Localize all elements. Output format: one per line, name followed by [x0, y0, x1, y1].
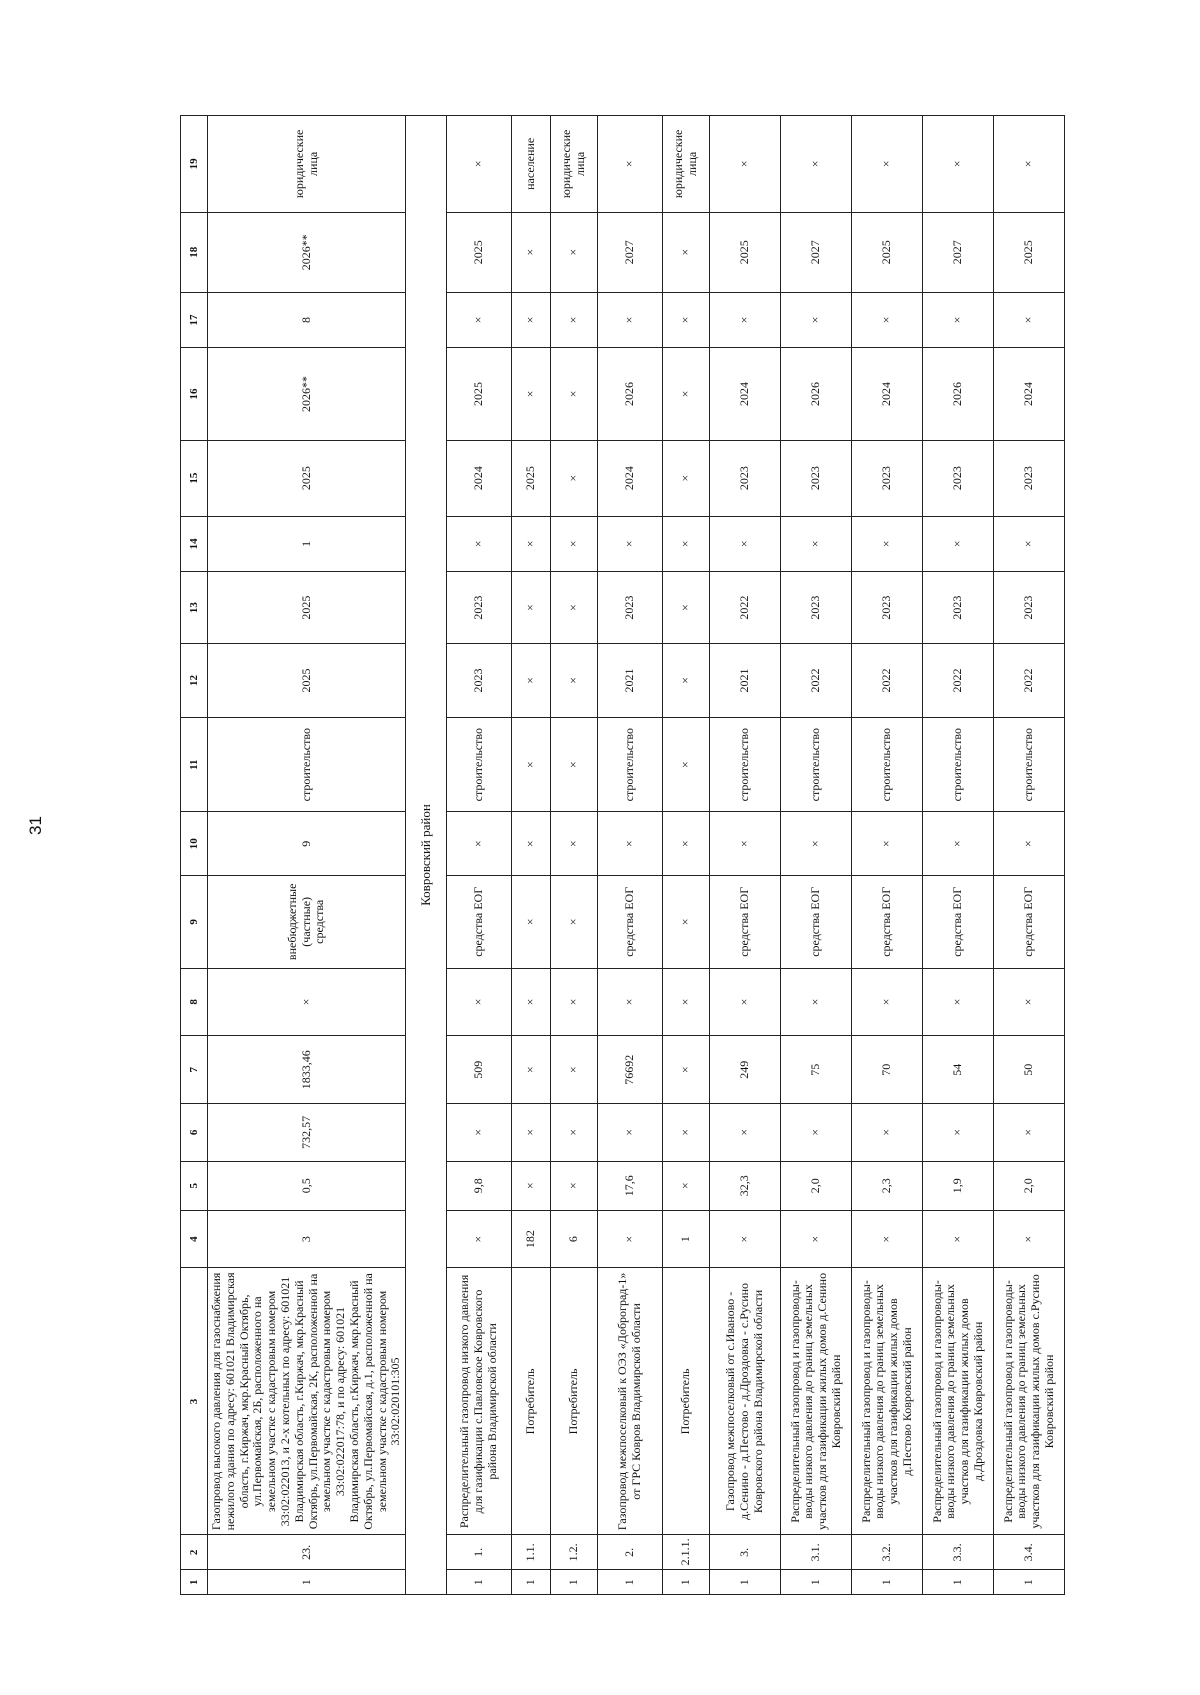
- cell-col-8: ×: [781, 968, 852, 1036]
- cell-year-build-start: ×: [551, 440, 598, 516]
- cell-col-8: ×: [512, 968, 551, 1036]
- cell-consumer-type: ×: [598, 116, 663, 213]
- cell-row-marker: 1: [710, 1570, 781, 1595]
- column-number: 17: [181, 292, 208, 347]
- cell-row-marker: 1: [923, 1570, 994, 1595]
- cell-funding-source: ×: [512, 876, 551, 968]
- cell-year-design: 2022: [710, 572, 781, 644]
- cell-cost: ×: [512, 1036, 551, 1104]
- cell-year-design: ×: [551, 572, 598, 644]
- cell-funding-source: ×: [663, 876, 710, 968]
- gasification-registry-table: [180, 115, 1065, 1595]
- table-row: [663, 116, 710, 1595]
- cell-year-build-start: ×: [663, 440, 710, 516]
- cell-capacity: ×: [598, 1104, 663, 1162]
- cell-year-commission: ×: [551, 212, 598, 292]
- cell-work-type: строительство: [710, 717, 781, 811]
- column-number: 2: [181, 1535, 208, 1570]
- cell-length-km: 1,9: [923, 1161, 994, 1210]
- cell-funding-source: средства ЕОГ: [598, 876, 663, 968]
- cell-col-8: ×: [852, 968, 923, 1036]
- cell-col-14: ×: [994, 516, 1065, 571]
- cell-year-build-end: 2026: [781, 348, 852, 440]
- cell-col-14: 1: [208, 516, 406, 571]
- cell-funding-source: ×: [551, 876, 598, 968]
- cell-object-name: Распределительный газопровод и газопроводы-вводы низкого давления до границ земельных участков для газификации жилых домов д.Дроздовка Ковровский район: [923, 1268, 994, 1535]
- cell-col-10: ×: [994, 812, 1065, 876]
- cell-col-17: ×: [710, 292, 781, 347]
- cell-year-build-end: 2026: [923, 348, 994, 440]
- cell-item-number: 2.1.1.: [663, 1535, 710, 1570]
- column-number: 1: [181, 1570, 208, 1595]
- cell-consumer-type: ×: [994, 116, 1065, 213]
- cell-col-10: ×: [852, 812, 923, 876]
- cell-year-start: 2023: [447, 644, 512, 718]
- cell-col-14: ×: [781, 516, 852, 571]
- cell-object-name: Распределительный газопровод низкого давления для газификации с.Павловское Ковровского района Владимирской области: [447, 1268, 512, 1535]
- column-number: 3: [181, 1268, 208, 1535]
- column-number: 4: [181, 1210, 208, 1268]
- cell-col-10: ×: [781, 812, 852, 876]
- cell-item-number: 3.3.: [923, 1535, 994, 1570]
- cell-object-name: Распределительный газопровод и газопроводы-вводы низкого давления до границ земельных участков для газификации жилых домов д.Сенино Ковровский район: [781, 1268, 852, 1535]
- column-number: 8: [181, 968, 208, 1036]
- cell-object-name: Потребитель: [551, 1268, 598, 1535]
- cell-item-number: 2.: [598, 1535, 663, 1570]
- cell-consumer-type: юридические лица: [551, 116, 598, 213]
- column-number: 14: [181, 516, 208, 571]
- cell-object-name: Потребитель: [663, 1268, 710, 1535]
- column-number: 9: [181, 876, 208, 968]
- cell-year-build-end: ×: [512, 348, 551, 440]
- column-number: 11: [181, 717, 208, 811]
- cell-work-type: ×: [512, 717, 551, 811]
- cell-year-commission: ×: [663, 212, 710, 292]
- cell-funding-source: средства ЕОГ: [781, 876, 852, 968]
- cell-col-17: ×: [663, 292, 710, 347]
- cell-row-marker: 1: [512, 1570, 551, 1595]
- cell-consumers-count: ×: [598, 1210, 663, 1268]
- column-number-header-row: [181, 116, 208, 1595]
- cell-item-number: 3.2.: [852, 1535, 923, 1570]
- cell-cost: ×: [663, 1036, 710, 1104]
- cell-col-14: ×: [447, 516, 512, 571]
- cell-col-17: ×: [598, 292, 663, 347]
- cell-col-10: ×: [512, 812, 551, 876]
- cell-consumer-type: юридические лица: [663, 116, 710, 213]
- cell-row-marker: 1: [447, 1570, 512, 1595]
- cell-col-8: ×: [994, 968, 1065, 1036]
- cell-col-10: ×: [598, 812, 663, 876]
- cell-col-14: ×: [923, 516, 994, 571]
- cell-row-marker: 1: [852, 1570, 923, 1595]
- cell-year-design: ×: [663, 572, 710, 644]
- cell-item-number: 3.1.: [781, 1535, 852, 1570]
- cell-item-number: 23.: [208, 1535, 406, 1570]
- cell-year-build-end: 2026**: [208, 348, 406, 440]
- cell-year-commission: 2027: [598, 212, 663, 292]
- cell-work-type: строительство: [447, 717, 512, 811]
- cell-year-commission: 2026**: [208, 212, 406, 292]
- cell-col-8: ×: [598, 968, 663, 1036]
- cell-capacity: ×: [512, 1104, 551, 1162]
- column-number: 16: [181, 348, 208, 440]
- cell-length-km: ×: [512, 1161, 551, 1210]
- cell-year-design: 2025: [208, 572, 406, 644]
- cell-cost: 70: [852, 1036, 923, 1104]
- cell-cost: 509: [447, 1036, 512, 1104]
- cell-funding-source: средства ЕОГ: [710, 876, 781, 968]
- cell-year-design: 2023: [923, 572, 994, 644]
- cell-year-build-end: 2024: [852, 348, 923, 440]
- cell-col-8: ×: [208, 968, 406, 1036]
- cell-col-10: ×: [551, 812, 598, 876]
- table-row: [923, 116, 994, 1595]
- cell-year-start: 2022: [923, 644, 994, 718]
- column-number: 18: [181, 212, 208, 292]
- cell-year-design: 2023: [447, 572, 512, 644]
- cell-year-build-start: 2023: [781, 440, 852, 516]
- cell-col-8: ×: [663, 968, 710, 1036]
- cell-col-10: ×: [663, 812, 710, 876]
- cell-funding-source: средства ЕОГ: [923, 876, 994, 968]
- column-number: 12: [181, 644, 208, 718]
- table-row: [447, 116, 512, 1595]
- cell-cost: ×: [551, 1036, 598, 1104]
- cell-year-design: 2023: [781, 572, 852, 644]
- cell-col-8: ×: [710, 968, 781, 1036]
- cell-year-build-end: 2026: [598, 348, 663, 440]
- cell-year-start: 2022: [994, 644, 1065, 718]
- cell-year-start: 2021: [710, 644, 781, 718]
- cell-year-design: 2023: [994, 572, 1065, 644]
- cell-consumers-count: ×: [781, 1210, 852, 1268]
- cell-consumer-type: ×: [781, 116, 852, 213]
- cell-consumers-count: ×: [852, 1210, 923, 1268]
- cell-year-commission: 2025: [852, 212, 923, 292]
- cell-col-10: ×: [447, 812, 512, 876]
- cell-object-name: Распределительный газопровод и газопроводы-вводы низкого давления до границ земельных участков для газификации жилых домов д.Пестово Ковровский район: [852, 1268, 923, 1535]
- cell-cost: 1833,46: [208, 1036, 406, 1104]
- cell-row-marker: 1: [994, 1570, 1065, 1595]
- cell-object-name: Потребитель: [512, 1268, 551, 1535]
- cell-year-start: 2022: [852, 644, 923, 718]
- cell-row-marker: 1: [781, 1570, 852, 1595]
- cell-year-build-start: 2024: [598, 440, 663, 516]
- cell-consumers-count: ×: [994, 1210, 1065, 1268]
- cell-consumers-count: 1: [663, 1210, 710, 1268]
- cell-year-build-start: 2023: [923, 440, 994, 516]
- column-number: 7: [181, 1036, 208, 1104]
- cell-col-14: ×: [852, 516, 923, 571]
- cell-year-design: ×: [512, 572, 551, 644]
- cell-object-name: Газопровод высокого давления для газоснабжения нежилого здания по адресу: 601021 Владимирская область, г.Киржач, мкр.Красный Октябрь, ул.Первомайская, 2Б, расположенного на земельном участке с кадастровым номером 33:02:022013, и 2-х котельных по адресу: 601021 Владимирская область, г.Киржач, мкр.Красный Октябрь, ул.Первомайская, 2К, расположенной на земельном участке с кадастровым номером 33:02:022017:78, и по адресу: 601021 Владимирская область, г.Киржач, мкр.Красный Октябрь, ул.Первомайская, д.1, расположенной на земельном участке с кадастровым номером 33:02:020101:305: [208, 1268, 406, 1535]
- cell-cost: 76692: [598, 1036, 663, 1104]
- table-row: [598, 116, 663, 1595]
- cell-col-10: ×: [710, 812, 781, 876]
- column-number: 13: [181, 572, 208, 644]
- rotated-table-container: [180, 115, 1080, 1595]
- cell-cost: 75: [781, 1036, 852, 1104]
- cell-year-build-end: ×: [551, 348, 598, 440]
- cell-funding-source: средства ЕОГ: [447, 876, 512, 968]
- cell-cost: 50: [994, 1036, 1065, 1104]
- cell-year-commission: ×: [512, 212, 551, 292]
- cell-consumer-type: население: [512, 116, 551, 213]
- cell-col-14: ×: [710, 516, 781, 571]
- cell-funding-source: средства ЕОГ: [852, 876, 923, 968]
- cell-row-marker: 1: [598, 1570, 663, 1595]
- cell-cost: 54: [923, 1036, 994, 1104]
- cell-consumers-count: 6: [551, 1210, 598, 1268]
- cell-year-build-end: ×: [663, 348, 710, 440]
- cell-year-commission: 2025: [447, 212, 512, 292]
- cell-object-name: Газопровод межпоселковый к ОЭЗ «Доброград-1» от ГРС Ковров Владимирской области: [598, 1268, 663, 1535]
- cell-consumers-count: 182: [512, 1210, 551, 1268]
- cell-work-type: строительство: [852, 717, 923, 811]
- cell-consumers-count: 3: [208, 1210, 406, 1268]
- cell-col-8: ×: [923, 968, 994, 1036]
- cell-length-km: ×: [551, 1161, 598, 1210]
- cell-col-17: 8: [208, 292, 406, 347]
- cell-length-km: 2,3: [852, 1161, 923, 1210]
- column-number: 5: [181, 1161, 208, 1210]
- cell-col-14: ×: [663, 516, 710, 571]
- cell-col-10: 9: [208, 812, 406, 876]
- cell-row-marker: 1: [208, 1570, 406, 1595]
- cell-consumers-count: ×: [710, 1210, 781, 1268]
- cell-work-type: ×: [663, 717, 710, 811]
- cell-funding-source: внебюджетные (частные) средства: [208, 876, 406, 968]
- cell-length-km: 17,6: [598, 1161, 663, 1210]
- cell-year-build-start: 2023: [710, 440, 781, 516]
- column-number: 15: [181, 440, 208, 516]
- page-number: 31: [26, 816, 45, 835]
- cell-consumer-type: ×: [447, 116, 512, 213]
- cell-consumers-count: ×: [923, 1210, 994, 1268]
- cell-col-8: ×: [447, 968, 512, 1036]
- cell-year-build-end: 2025: [447, 348, 512, 440]
- cell-year-design: 2023: [598, 572, 663, 644]
- cell-work-type: ×: [551, 717, 598, 811]
- cell-year-commission: 2025: [710, 212, 781, 292]
- cell-capacity: ×: [551, 1104, 598, 1162]
- cell-year-build-end: 2024: [710, 348, 781, 440]
- cell-item-number: 1.1.: [512, 1535, 551, 1570]
- cell-capacity: ×: [923, 1104, 994, 1162]
- cell-object-name: Распределительный газопровод и газопроводы-вводы низкого давления до границ земельных участков для газификации жилых домов с.Русино Ковровский район: [994, 1268, 1065, 1535]
- cell-year-build-start: 2024: [447, 440, 512, 516]
- cell-item-number: 3.: [710, 1535, 781, 1570]
- cell-year-build-start: 2025: [208, 440, 406, 516]
- cell-capacity: ×: [994, 1104, 1065, 1162]
- table-row: [551, 116, 598, 1595]
- column-number: 19: [181, 116, 208, 213]
- table-row: [208, 116, 406, 1595]
- column-number: 10: [181, 812, 208, 876]
- table-row: [852, 116, 923, 1595]
- cell-year-build-start: 2023: [994, 440, 1065, 516]
- cell-col-10: ×: [923, 812, 994, 876]
- table-row: [994, 116, 1065, 1595]
- cell-item-number: 1.: [447, 1535, 512, 1570]
- cell-length-km: ×: [663, 1161, 710, 1210]
- cell-year-commission: 2027: [781, 212, 852, 292]
- cell-capacity: 732,57: [208, 1104, 406, 1162]
- cell-col-14: ×: [598, 516, 663, 571]
- cell-item-number: 3.4.: [994, 1535, 1065, 1570]
- cell-capacity: ×: [852, 1104, 923, 1162]
- cell-capacity: ×: [710, 1104, 781, 1162]
- cell-year-commission: 2025: [994, 212, 1065, 292]
- cell-col-17: ×: [447, 292, 512, 347]
- cell-row-marker: 1: [663, 1570, 710, 1595]
- cell-work-type: строительство: [598, 717, 663, 811]
- cell-col-8: ×: [551, 968, 598, 1036]
- cell-col-17: ×: [781, 292, 852, 347]
- cell-length-km: 0,5: [208, 1161, 406, 1210]
- cell-work-type: строительство: [923, 717, 994, 811]
- cell-work-type: строительство: [208, 717, 406, 811]
- cell-consumer-type: ×: [710, 116, 781, 213]
- cell-length-km: 32,3: [710, 1161, 781, 1210]
- table-row: [512, 116, 551, 1595]
- district-title: Ковровский район: [406, 116, 447, 1595]
- cell-col-17: ×: [551, 292, 598, 347]
- cell-year-build-start: 2023: [852, 440, 923, 516]
- cell-work-type: строительство: [781, 717, 852, 811]
- table-row: [710, 116, 781, 1595]
- cell-work-type: строительство: [994, 717, 1065, 811]
- table-row: [781, 116, 852, 1595]
- cell-col-14: ×: [512, 516, 551, 571]
- cell-row-marker: 1: [551, 1570, 598, 1595]
- cell-length-km: 9,8: [447, 1161, 512, 1210]
- cell-cost: 249: [710, 1036, 781, 1104]
- district-header-row: [406, 116, 447, 1595]
- cell-year-design: 2023: [852, 572, 923, 644]
- cell-year-start: ×: [551, 644, 598, 718]
- cell-consumer-type: ×: [923, 116, 994, 213]
- cell-col-14: ×: [551, 516, 598, 571]
- cell-year-start: 2022: [781, 644, 852, 718]
- cell-consumer-type: юридические лица: [208, 116, 406, 213]
- cell-col-17: ×: [994, 292, 1065, 347]
- cell-capacity: ×: [781, 1104, 852, 1162]
- column-number: 6: [181, 1104, 208, 1162]
- cell-length-km: 2,0: [994, 1161, 1065, 1210]
- cell-col-17: ×: [923, 292, 994, 347]
- cell-year-build-start: 2025: [512, 440, 551, 516]
- cell-object-name: Газопровод межпоселковый от с.Иваново - д.Сенино - д.Пестово - д.Дроздовка - с.Русино Ковровского района Владимирской области: [710, 1268, 781, 1535]
- cell-year-start: 2021: [598, 644, 663, 718]
- cell-year-build-end: 2024: [994, 348, 1065, 440]
- cell-col-17: ×: [512, 292, 551, 347]
- cell-year-start: ×: [663, 644, 710, 718]
- cell-year-start: ×: [512, 644, 551, 718]
- cell-consumer-type: ×: [852, 116, 923, 213]
- cell-year-start: 2025: [208, 644, 406, 718]
- cell-length-km: 2,0: [781, 1161, 852, 1210]
- cell-capacity: ×: [447, 1104, 512, 1162]
- cell-col-17: ×: [852, 292, 923, 347]
- cell-item-number: 1.2.: [551, 1535, 598, 1570]
- cell-consumers-count: ×: [447, 1210, 512, 1268]
- cell-year-commission: 2027: [923, 212, 994, 292]
- cell-capacity: ×: [663, 1104, 710, 1162]
- cell-funding-source: средства ЕОГ: [994, 876, 1065, 968]
